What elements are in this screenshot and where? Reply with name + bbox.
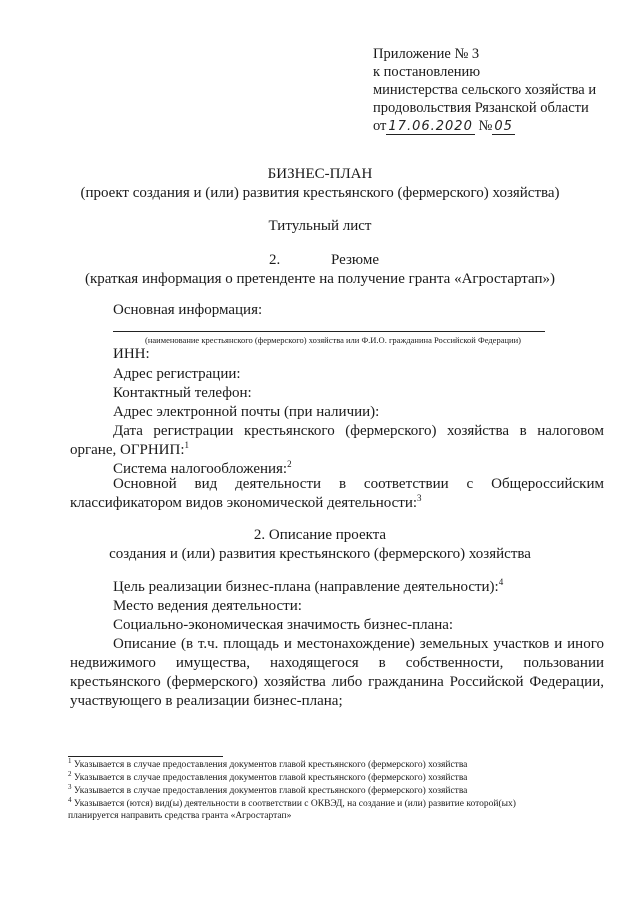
footnote-4-text: Указывается (ются) вид(ы) деятельности в соответствии с ОКВЭД, на создание и (или) развитие которой(ых) [73,799,516,809]
activity-text: классификатором видов экономической деятельности: [70,495,418,511]
region-line: продовольствия Рязанской области [373,100,589,116]
property-line1: Описание (в т.ч. площадь и местонахождение) земельных участков и иного [113,636,604,652]
footnote-3 [68,782,468,796]
name-caption: (наименование крестьянского (фермерского) хозяйства или Ф.И.О. гражданина Российской Федерации) [145,335,521,345]
handwritten-date: 17.06.2020 [388,119,473,134]
footnote-separator [68,756,223,757]
footnote-ref-1: 1 [184,440,190,450]
title-page-label: Титульный лист [268,218,372,234]
reg-date-line1: Дата регистрации крестьянского (фермерского) хозяйства в налоговом [113,423,604,439]
phone-label: Контактный телефон: [113,385,252,401]
handwritten-number: 05 [494,119,513,134]
footnote-1 [68,756,468,770]
email-label: Адрес электронной почты (при наличии): [113,404,380,420]
footnote-1-num: 1 [68,756,72,765]
goal [113,579,503,596]
footnote-4-cont: планируется направить средства гранта «Агростартап» [68,811,292,821]
date-number-line [373,117,515,136]
goal-text: Цель реализации бизнес-плана (направление деятельности): [113,579,499,595]
reg-date-text: органе, ОГРНИП: [70,442,185,458]
date-prefix: от [373,118,387,134]
basic-info-label: Основная информация: [113,302,263,318]
name-underline [113,331,545,332]
footnote-2-num: 2 [68,769,72,778]
resume-heading: Резюме [331,252,380,268]
resume-number: 2. [269,252,281,268]
footnote-1-text: Указывается в случае предоставления документов главой крестьянского (фермерского) хозяйства [73,760,468,770]
document-title: БИЗНЕС-ПЛАН [267,166,373,182]
tax-system-text: Система налогообложения: [113,461,288,477]
description-subheading: создания и (или) развития крестьянского (фермерского) хозяйства [109,546,531,562]
footnote-2 [68,769,468,783]
footnote-3-text: Указывается в случае предоставления документов главой крестьянского (фермерского) хозяйства [73,786,468,796]
number-prefix: № [478,118,493,134]
footnote-ref-4: 4 [498,577,504,587]
footnote-2-text: Указывается в случае предоставления документов главой крестьянского (фермерского) хозяйства [73,773,468,783]
footnote-ref-2: 2 [287,459,292,469]
property-line3: крестьянского (фермерского) хозяйства либо гражданина Российской Федерации, [70,674,604,690]
significance-label: Социально-экономическая значимость бизнес-плана: [113,617,454,633]
property-line2: недвижимого имущества, находящегося в собственности, пользовании [70,655,604,671]
place-label: Место ведения деятельности: [113,598,302,614]
footnote-4 [68,795,516,809]
description-heading: 2. Описание проекта [253,527,387,543]
footnote-ref-3: 3 [417,493,422,503]
footnote-3-num: 3 [68,782,72,791]
inn-label: ИНН: [113,346,150,362]
footnote-4-num: 4 [68,795,72,804]
appendix-title: Приложение № 3 [373,46,480,62]
document-subtitle: (проект создания и (или) развития крестьянского (фермерского) хозяйства) [80,185,560,201]
appendix-ref: к постановлению [373,64,481,80]
resume-subheading: (краткая информация о претенденте на получение гранта «Агростартап») [84,271,556,287]
ministry-line: министерства сельского хозяйства и [373,82,597,98]
reg-date-line2 [70,442,189,459]
activity-line2 [70,495,422,512]
property-line4: участвующего в реализации бизнес-плана; [70,693,343,709]
address-label: Адрес регистрации: [113,366,241,382]
activity-line1: Основной вид деятельности в соответствии с Общероссийским [113,476,604,492]
